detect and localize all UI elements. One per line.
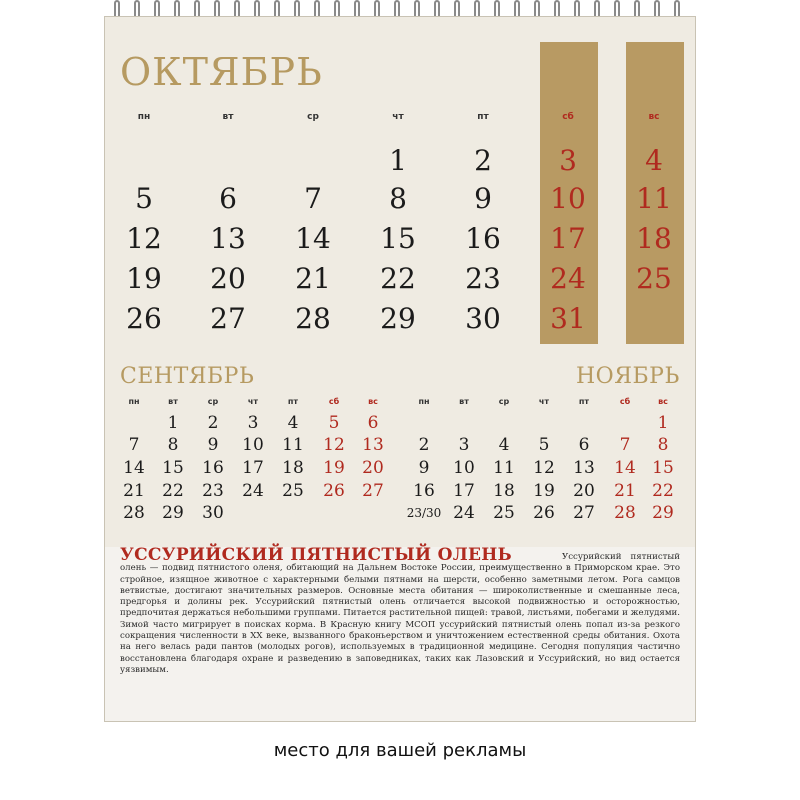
day-cell: 2: [207, 413, 219, 433]
day-cell: 18: [493, 481, 515, 501]
day-cell: 4: [287, 413, 299, 433]
weekday-label: пт: [578, 397, 590, 406]
weekday-label: вт: [222, 112, 234, 122]
day-cell: 29: [380, 302, 416, 335]
day-cell: 16: [202, 458, 224, 478]
ad-placeholder-text: место для вашей рекламы: [273, 740, 527, 761]
day-cell: 6: [367, 413, 379, 433]
day-cell: 13: [362, 435, 384, 455]
weekday-label: вт: [168, 397, 178, 406]
day-cell: 20: [362, 458, 384, 478]
weekday-label: чт: [392, 112, 404, 122]
day-cell: 9: [418, 458, 430, 478]
day-cell: 5: [328, 413, 340, 433]
article-text: Уссурийский пятнистый олень — подвид пятнистого оленя, обитающий на Дальнем Востоке России, преимущественно в Приморском крае. Это стройное, изящное животное с характерными белыми пятнами на шерсти, особенно заметными летом. Рога самцов ветвистые, достигают значительных размеров. Основные места обитания — широколиственные и смешанные леса, предгорья и долины рек. Уссурийский пятнистый олень отличается высокой подвижностью и осторожностью, предпочитая держаться небольшими группами. Питается растительной пищей: травой, листьями, побегами и желудями. Зимой часто мигрирует в поисках корма. В Красную книгу МСОП уссурийский пятнистый олень попал из-за резкого сокращения численности в XX веке, вызванного браконьерством и уничтожением естественной среды обитания. Охота на него велась ради пантов (молодых рогов), используемых в традиционной медицине. Сегодня популяция частично восстановлена благодаря охране и разведению в заповедниках, таких как Лазовский и Уссурийский, но вид остается уязвимым.: [120, 552, 680, 675]
day-cell: 20: [573, 481, 595, 501]
day-cell: 3: [247, 413, 259, 433]
day-cell: 12: [323, 435, 345, 455]
day-cell: 15: [162, 458, 184, 478]
day-cell: 14: [295, 222, 331, 255]
day-cell: 18: [282, 458, 304, 478]
day-cell: 11: [636, 182, 672, 215]
day-cell: 19: [323, 458, 345, 478]
day-cell: 10: [550, 182, 586, 215]
day-cell: 30: [202, 503, 224, 523]
day-cell: 3: [559, 144, 577, 177]
day-cell: 19: [126, 262, 162, 295]
weekday-label: сб: [619, 397, 631, 406]
day-cell: 18: [636, 222, 672, 255]
day-cell: 21: [123, 481, 145, 501]
day-cell: 6: [219, 182, 237, 215]
day-cell: 25: [636, 262, 672, 295]
day-cell: 23/30: [406, 506, 442, 520]
day-cell: 24: [453, 503, 475, 523]
weekday-label: пт: [477, 112, 489, 122]
day-cell: 12: [126, 222, 162, 255]
weekday-label: вс: [658, 397, 668, 406]
day-cell: 21: [295, 262, 331, 295]
weekday-label: пт: [287, 397, 299, 406]
weekday-label: сб: [562, 112, 574, 122]
day-cell: 19: [533, 481, 555, 501]
weekday-label: пн: [418, 397, 430, 406]
main-month-title: ОКТЯБРЬ: [120, 50, 323, 94]
day-cell: 9: [207, 435, 219, 455]
day-cell: 5: [135, 182, 153, 215]
day-cell: 2: [418, 435, 430, 455]
day-cell: 13: [210, 222, 246, 255]
day-cell: 29: [652, 503, 674, 523]
day-cell: 22: [652, 481, 674, 501]
weekday-label: ср: [498, 397, 510, 406]
weekday-label: вс: [368, 397, 378, 406]
day-cell: 10: [453, 458, 475, 478]
day-cell: 3: [458, 435, 470, 455]
day-cell: 4: [645, 144, 663, 177]
day-cell: 17: [242, 458, 264, 478]
weekday-label: чт: [538, 397, 550, 406]
weekday-label: вт: [459, 397, 469, 406]
day-cell: 26: [323, 481, 345, 501]
day-cell: 31: [550, 302, 586, 335]
day-cell: 1: [167, 413, 179, 433]
day-cell: 22: [162, 481, 184, 501]
day-cell: 27: [210, 302, 246, 335]
day-cell: 10: [242, 435, 264, 455]
day-cell: 27: [573, 503, 595, 523]
day-cell: 24: [242, 481, 264, 501]
day-cell: 25: [493, 503, 515, 523]
weekday-label: чт: [247, 397, 259, 406]
article-heading: УССУРИЙСКИЙ ПЯТНИСТЫЙ ОЛЕНЬ: [120, 545, 512, 565]
day-cell: 21: [614, 481, 636, 501]
day-cell: 8: [657, 435, 669, 455]
day-cell: 4: [498, 435, 510, 455]
day-cell: 11: [493, 458, 515, 478]
prev-month-title: СЕНТЯБРЬ: [120, 364, 255, 389]
day-cell: 14: [123, 458, 145, 478]
day-cell: 23: [202, 481, 224, 501]
day-cell: 28: [295, 302, 331, 335]
day-cell: 30: [465, 302, 501, 335]
day-cell: 11: [282, 435, 304, 455]
day-cell: 7: [619, 435, 631, 455]
day-cell: 1: [389, 144, 407, 177]
day-cell: 28: [614, 503, 636, 523]
weekday-label: вс: [648, 112, 660, 122]
weekday-label: ср: [207, 397, 219, 406]
day-cell: 5: [538, 435, 550, 455]
day-cell: 20: [210, 262, 246, 295]
day-cell: 14: [614, 458, 636, 478]
day-cell: 15: [652, 458, 674, 478]
weekday-label: пн: [137, 112, 151, 122]
weekday-label: ср: [307, 112, 319, 122]
day-cell: 13: [573, 458, 595, 478]
weekday-label: сб: [328, 397, 340, 406]
day-cell: 6: [578, 435, 590, 455]
day-cell: 17: [453, 481, 475, 501]
day-cell: 27: [362, 481, 384, 501]
day-cell: 16: [413, 481, 435, 501]
day-cell: 25: [282, 481, 304, 501]
day-cell: 15: [380, 222, 416, 255]
day-cell: 1: [657, 413, 669, 433]
day-cell: 16: [465, 222, 501, 255]
day-cell: 23: [465, 262, 501, 295]
day-cell: 8: [167, 435, 179, 455]
day-cell: 29: [162, 503, 184, 523]
day-cell: 17: [550, 222, 586, 255]
day-cell: 8: [389, 182, 407, 215]
next-month-title: НОЯБРЬ: [576, 364, 680, 389]
day-cell: 7: [304, 182, 322, 215]
day-cell: 26: [126, 302, 162, 335]
day-cell: 28: [123, 503, 145, 523]
day-cell: 24: [550, 262, 586, 295]
day-cell: 26: [533, 503, 555, 523]
day-cell: 22: [380, 262, 416, 295]
day-cell: 9: [474, 182, 492, 215]
day-cell: 2: [474, 144, 492, 177]
weekday-label: пн: [128, 397, 140, 406]
day-cell: 7: [128, 435, 140, 455]
day-cell: 12: [533, 458, 555, 478]
